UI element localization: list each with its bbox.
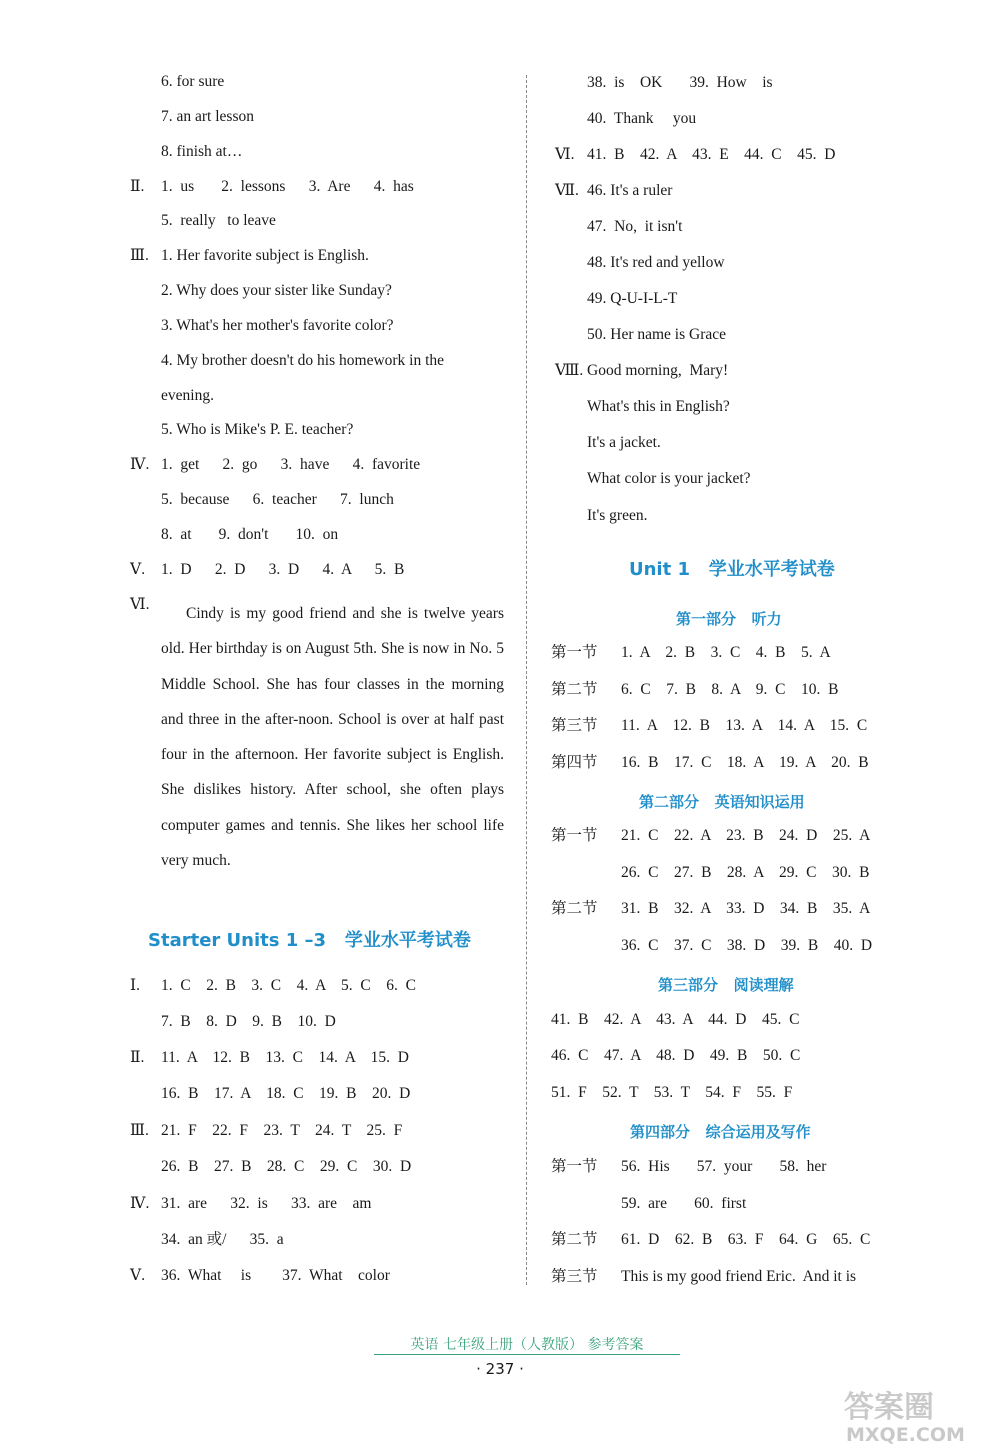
part-title: 第三部分 阅读理解: [658, 976, 794, 994]
answer-line: 16. B 17. A 18. C 19. B 20. D: [161, 1085, 411, 1102]
answer-line: 46. C 47. A 48. D 49. B 50. C: [551, 1047, 801, 1064]
answer-line: 34. an 或/ 35. a: [161, 1231, 284, 1248]
answer-line: 50. Her name is Grace: [587, 326, 727, 343]
answer-line: 2. Why does your sister like Sunday?: [161, 282, 392, 299]
answer-line: It's a jacket.: [587, 434, 661, 451]
answer-line: evening.: [161, 387, 214, 404]
column-divider: [526, 75, 527, 1285]
section-label: 第一节: [551, 1158, 598, 1175]
section-label: 第一节: [551, 827, 598, 844]
answer-line: 56. His 57. your 58. her: [621, 1158, 827, 1175]
answer-line: 7. B 8. D 9. B 10. D: [161, 1013, 336, 1030]
answer-line: 5. Who is Mike's P. E. teacher?: [161, 421, 354, 438]
roman-label: Ⅱ.: [130, 178, 145, 195]
watermark-line1: 答案圈: [844, 1390, 934, 1425]
answer-line: 38. is OK 39. How is: [587, 74, 773, 91]
answer-line: 4. My brother doesn't do his homework in the: [161, 352, 445, 369]
answer-line: 21. C 22. A 23. B 24. D 25. A: [621, 827, 871, 844]
section-label: 第三节: [551, 1268, 598, 1285]
section-title: Starter Units 1 –3 学业水平考试卷: [148, 930, 471, 951]
answer-line: 11. A 12. B 13. A 14. A 15. C: [621, 717, 868, 734]
roman-label: Ⅴ.: [130, 561, 146, 578]
answer-line: It's green.: [587, 507, 648, 524]
answer-line: 51. F 52. T 53. T 54. F 55. F: [551, 1084, 793, 1101]
answer-line: 5. because 6. teacher 7. lunch: [161, 491, 394, 508]
answer-line: 8. finish at…: [161, 143, 243, 160]
watermark-line2: MXQE.COM: [846, 1424, 965, 1445]
section-label: 第四节: [551, 754, 598, 771]
answer-line: 49. Q-U-I-L-T: [587, 290, 678, 307]
answer-line: 1. get 2. go 3. have 4. favorite: [161, 456, 421, 473]
roman-label: Ⅵ.: [130, 596, 150, 613]
answer-line: 36. What is 37. What color: [161, 1267, 390, 1284]
answer-line: 1. us 2. lessons 3. Are 4. has: [161, 178, 414, 195]
roman-label: Ⅳ.: [130, 456, 150, 473]
answer-line: 59. are 60. first: [621, 1195, 747, 1212]
section-label: 第二节: [551, 681, 598, 698]
answer-line: This is my good friend Eric. And it is: [621, 1268, 857, 1285]
answer-line: 36. C 37. C 38. D 39. B 40. D: [621, 937, 873, 954]
answer-line: 47. No, it isn't: [587, 218, 683, 235]
roman-label: Ⅴ.: [130, 1267, 146, 1284]
section-label: 第一节: [551, 644, 598, 661]
part-title: 第二部分 英语知识运用: [639, 793, 805, 811]
book-title: 英语 七年级上册（人教版） 参考答案: [374, 1336, 680, 1355]
answer-line: 41. B 42. A 43. E 44. C 45. D: [587, 146, 836, 163]
part-title: 第一部分 听力: [676, 610, 782, 628]
answer-line: 1. A 2. B 3. C 4. B 5. A: [621, 644, 831, 661]
essay-paragraph: Cindy is my good friend and she is twelve years old. Her birthday is on August 5th. She is now in No. 5 Middle School. She has four classes in the morning and three in the after-noon. School is over at half past four in the afternoon. Her favorite subject is English. She dislikes history. After school, she often plays computer games and tennis. She likes her school life very much.: [161, 605, 504, 870]
watermark-logo: [838, 1385, 988, 1445]
answer-line: 5. really to leave: [161, 212, 276, 229]
answer-line: 6. C 7. B 8. A 9. C 10. B: [621, 681, 839, 698]
answer-line: What color is your jacket?: [587, 470, 751, 487]
roman-label: Ⅳ.: [130, 1195, 150, 1212]
answer-line: Good morning, Mary!: [587, 362, 729, 379]
section-label: 第二节: [551, 900, 598, 917]
answer-line: 1. D 2. D 3. D 4. A 5. B: [161, 561, 405, 578]
answer-line: 61. D 62. B 63. F 64. G 65. C: [621, 1231, 871, 1248]
section-label: 第三节: [551, 717, 598, 734]
answer-line: 11. A 12. B 13. C 14. A 15. D: [161, 1049, 409, 1066]
answer-line: 21. F 22. F 23. T 24. T 25. F: [161, 1122, 403, 1139]
roman-label: Ⅵ.: [555, 146, 575, 163]
part-title: 第四部分 综合运用及写作: [630, 1123, 811, 1141]
answer-line: 26. B 27. B 28. C 29. C 30. D: [161, 1158, 412, 1175]
roman-label: Ⅰ.: [130, 977, 140, 994]
answer-line: 1. Her favorite subject is English.: [161, 247, 369, 264]
roman-label: Ⅲ.: [130, 247, 149, 264]
answer-line: 48. It's red and yellow: [587, 254, 725, 271]
answer-line: 31. are 32. is 33. are am: [161, 1195, 372, 1212]
section-label: 第二节: [551, 1231, 598, 1248]
answer-line: 8. at 9. don't 10. on: [161, 526, 339, 543]
answer-line: 40. Thank you: [587, 110, 697, 127]
answer-line: 31. B 32. A 33. D 34. B 35. A: [621, 900, 871, 917]
answer-line: 46. It's a ruler: [587, 182, 673, 199]
answer-line: 26. C 27. B 28. A 29. C 30. B: [621, 864, 870, 881]
roman-label: Ⅶ.: [555, 182, 579, 199]
roman-label: Ⅲ.: [130, 1122, 149, 1139]
answer-line: 16. B 17. C 18. A 19. A 20. B: [621, 754, 869, 771]
answer-line: What's this in English?: [587, 398, 730, 415]
unit-title: Unit 1 学业水平考试卷: [629, 559, 835, 580]
answer-line: 41. B 42. A 43. A 44. D 45. C: [551, 1011, 800, 1028]
roman-label: Ⅷ.: [555, 362, 584, 379]
answer-line: 3. What's her mother's favorite color?: [161, 317, 394, 334]
answer-line: 7. an art lesson: [161, 108, 254, 125]
answer-line: 1. C 2. B 3. C 4. A 5. C 6. C: [161, 977, 416, 994]
page-number: · 237 ·: [476, 1360, 524, 1378]
answer-line: 6. for sure: [161, 73, 225, 90]
roman-label: Ⅱ.: [130, 1049, 145, 1066]
